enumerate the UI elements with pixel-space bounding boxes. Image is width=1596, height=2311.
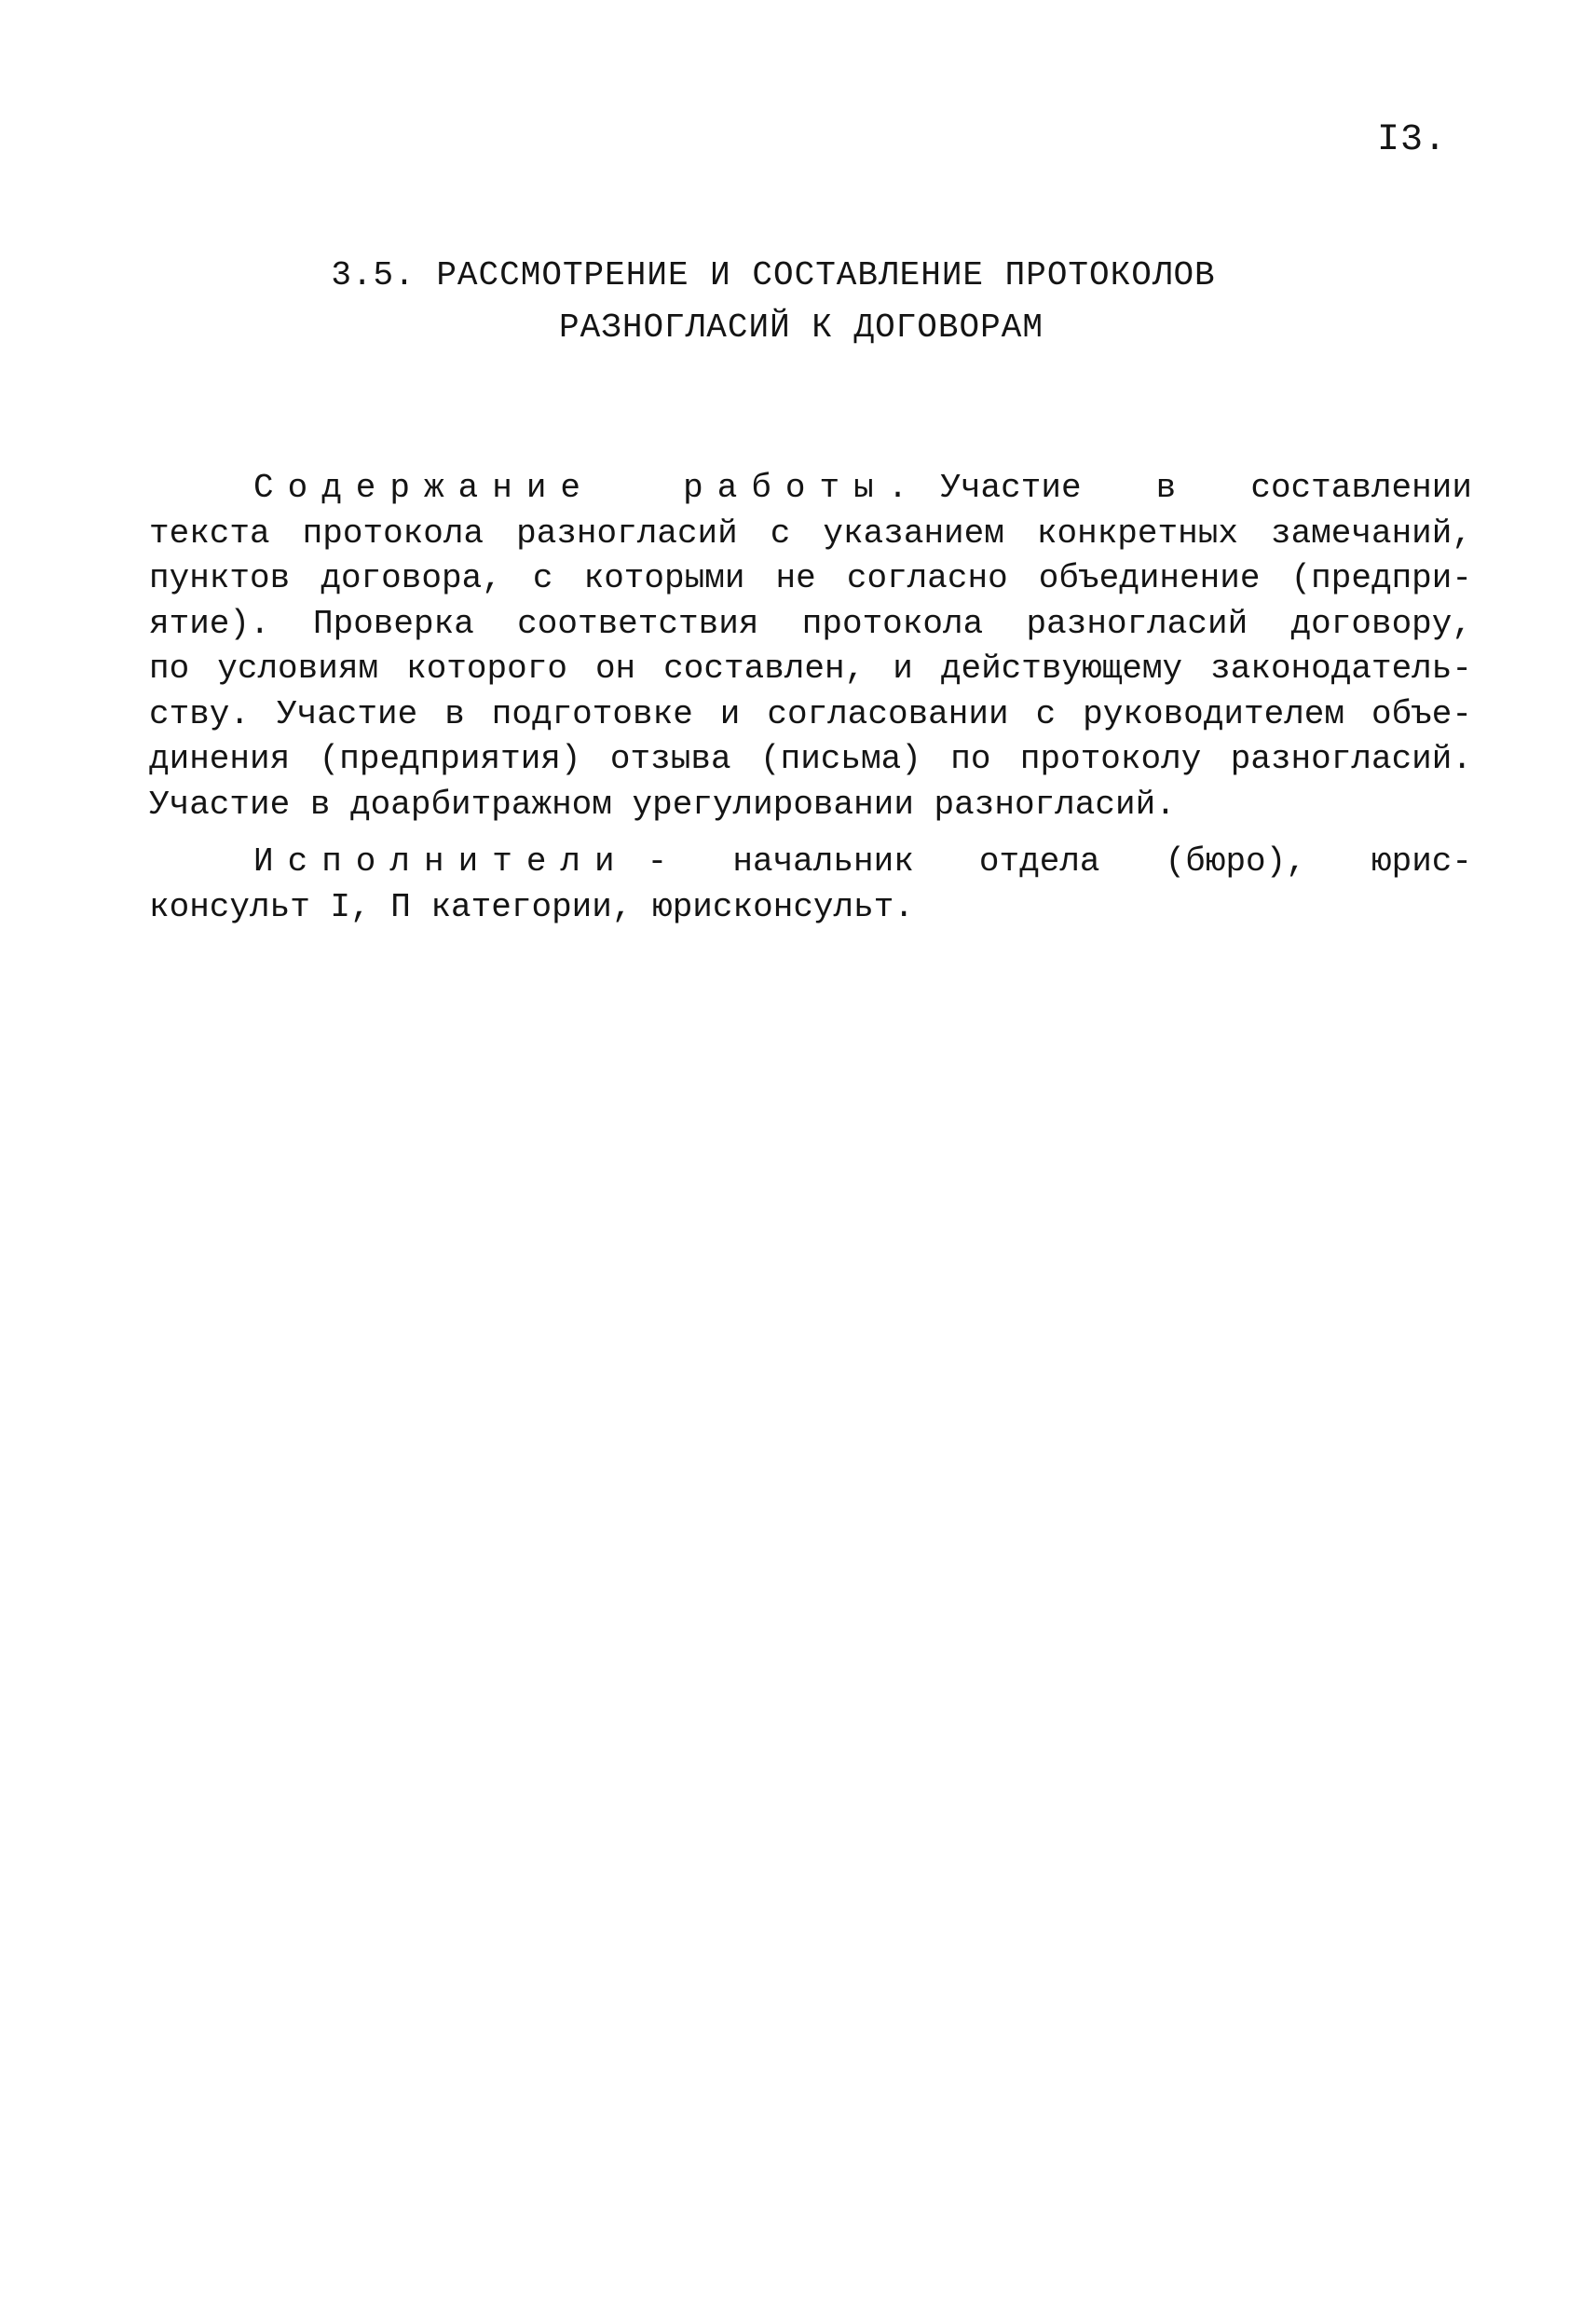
paragraph-line: ятие). Проверка соответствия протокола разногласий договору, xyxy=(149,604,1472,643)
executors-paragraph xyxy=(149,840,1472,930)
paragraph-line: консульт I, П категории, юрисконсульт. xyxy=(149,887,914,926)
paragraph-line: по условиям которого он составлен, и действующему законодатель- xyxy=(149,650,1472,688)
paragraph-first-line xyxy=(149,840,1472,885)
work-content-label: Содержание работы. xyxy=(253,469,922,507)
paragraph-line: пунктов договора, с которыми не согласно объединение (предпри- xyxy=(149,559,1472,597)
paragraph-first-line xyxy=(149,466,1472,512)
paragraph-line: ству. Участие в подготовке и согласовании с руководителем объе- xyxy=(149,694,1472,733)
document-body xyxy=(149,466,1472,930)
section-heading xyxy=(149,250,1453,354)
paragraph-line: динения (предприятия) отзыва (письма) по протоколу разногласий. xyxy=(149,740,1472,778)
paragraph-line: Участие в доарбитражном урегулировании разногласий. xyxy=(149,785,1176,824)
paragraph-line: текста протокола разногласий с указанием конкретных замечаний, xyxy=(149,513,1472,553)
executors-label: Исполнители xyxy=(253,842,629,881)
page-number: I3. xyxy=(1377,119,1448,161)
heading-line-2: РАЗНОГЛАСИЙ К ДОГОВОРАМ xyxy=(559,308,1044,347)
work-content-paragraph xyxy=(149,466,1472,827)
paragraph-line: - начальник отдела (бюро), юрис- xyxy=(647,842,1472,881)
paragraph-line: Участие в составлении xyxy=(940,469,1472,507)
heading-line-1: 3.5. РАССМОТРЕНИЕ И СОСТАВЛЕНИЕ ПРОТОКОЛОВ xyxy=(331,256,1216,294)
